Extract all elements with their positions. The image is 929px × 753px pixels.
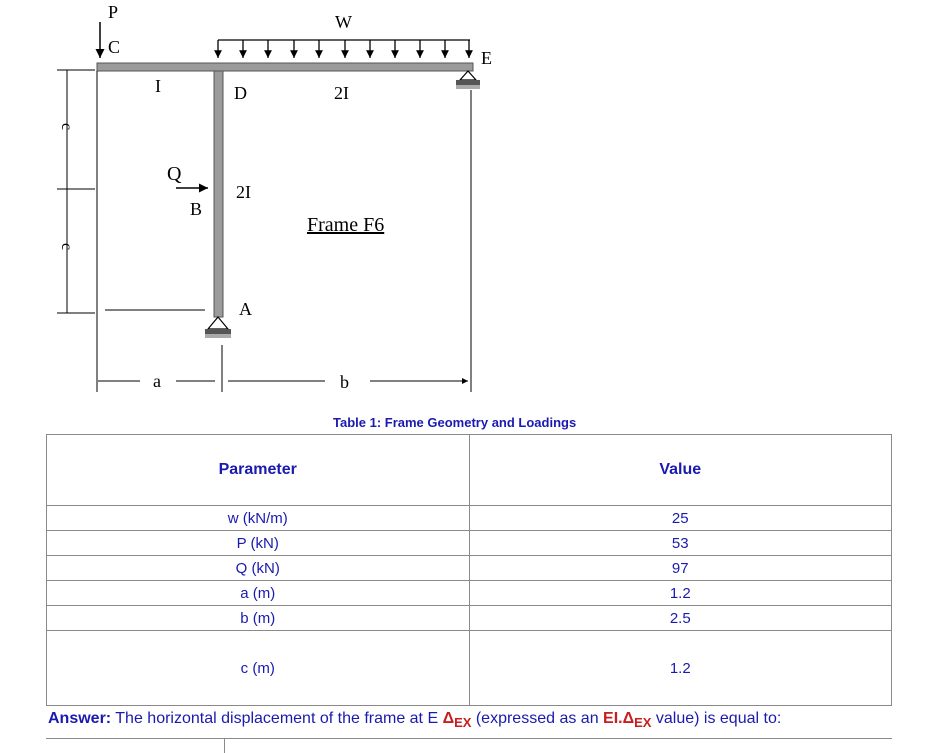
param-cell: w (kN/m)	[47, 506, 470, 531]
label-c-lower: c	[58, 243, 75, 251]
table-row	[47, 581, 892, 606]
label-c-upper: c	[58, 123, 75, 131]
value-cell: 53	[469, 531, 892, 556]
table-row	[47, 556, 892, 581]
label-2i-beam: 2I	[334, 83, 349, 103]
label-p: P	[108, 2, 119, 22]
roller-support-e	[456, 71, 480, 89]
param-cell: P (kN)	[47, 531, 470, 556]
header-parameter: Parameter	[47, 435, 470, 506]
table-header-row	[47, 435, 892, 506]
table-row	[47, 631, 892, 706]
value-cell: 25	[469, 506, 892, 531]
label-i: I	[155, 76, 161, 96]
figure-title: Frame F6	[307, 214, 385, 236]
table-row	[47, 606, 892, 631]
param-cell: a (m)	[47, 581, 470, 606]
column	[214, 71, 223, 317]
answer-text-1: The horizontal displacement of the frame at E	[111, 710, 443, 727]
label-d: D	[234, 83, 247, 103]
pin-support-a	[205, 317, 231, 338]
table-column-stub	[224, 738, 225, 753]
ei-delta-subscript: EX	[634, 715, 652, 731]
ei-delta: EI.Δ	[603, 710, 635, 727]
value-cell: 1.2	[469, 581, 892, 606]
label-b-dim: b	[340, 372, 349, 392]
param-cell: c (m)	[47, 631, 470, 706]
delta-subscript: EX	[454, 715, 472, 731]
dimension-c	[57, 70, 205, 313]
extension-lines	[97, 71, 471, 392]
param-cell: b (m)	[47, 606, 470, 631]
param-cell: Q (kN)	[47, 556, 470, 581]
label-c: C	[108, 37, 121, 57]
table-bottom-border	[46, 738, 892, 739]
answer-text	[48, 710, 781, 730]
value-cell: 97	[469, 556, 892, 581]
label-q: Q	[167, 163, 182, 185]
parameters-table	[46, 434, 892, 706]
table-row	[47, 531, 892, 556]
label-b-point: B	[190, 199, 203, 219]
value-cell: 2.5	[469, 606, 892, 631]
delta-symbol: Δ	[442, 710, 455, 727]
label-a-dim: a	[153, 371, 161, 391]
answer-label: Answer:	[48, 710, 112, 727]
header-value: Value	[469, 435, 892, 506]
label-e: E	[481, 48, 492, 68]
label-w: W	[335, 12, 352, 32]
beam	[97, 63, 473, 71]
distributed-load	[218, 40, 470, 58]
label-a-point: A	[239, 299, 252, 319]
answer-text-3: value) is equal to:	[651, 710, 782, 727]
table-row	[47, 506, 892, 531]
label-2i-column: 2I	[236, 182, 251, 202]
value-cell: 1.2	[469, 631, 892, 706]
answer-text-2: (expressed as an	[471, 710, 604, 727]
table-caption: Table 1: Frame Geometry and Loadings	[333, 415, 577, 430]
